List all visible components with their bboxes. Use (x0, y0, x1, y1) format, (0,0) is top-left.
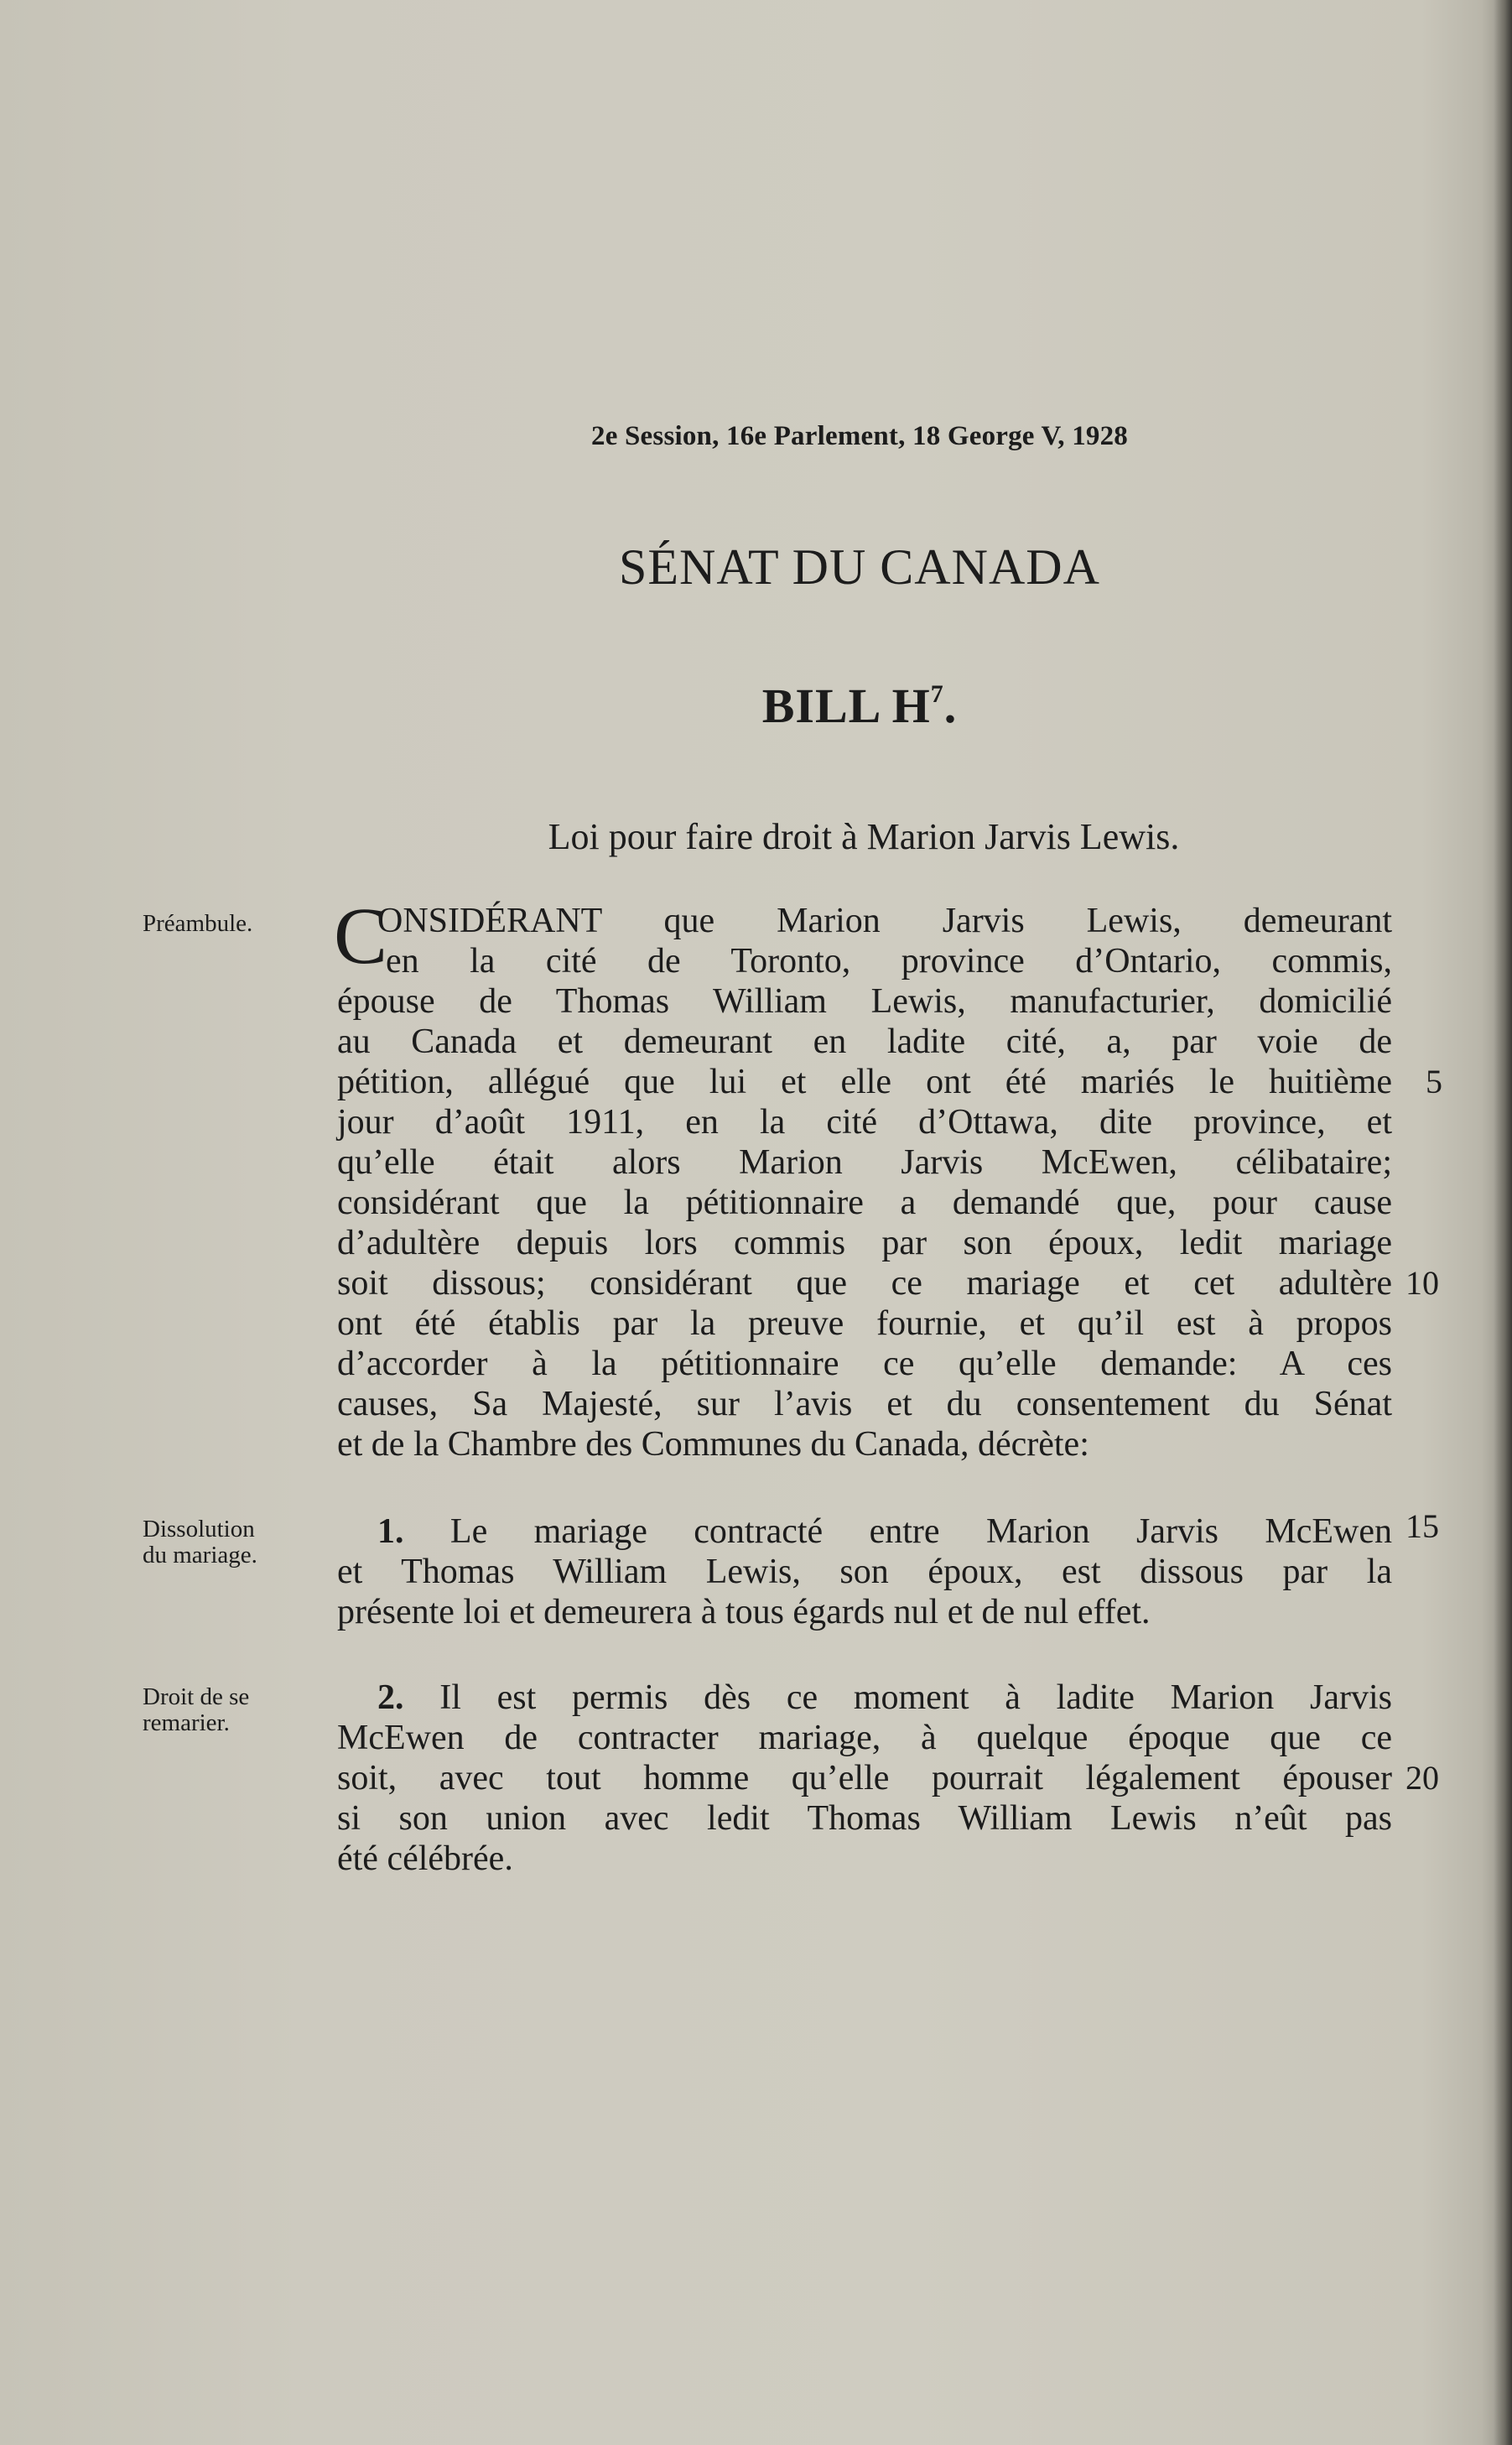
preamble-line: soit dissous; considérant que ce mariage et cet adultère (337, 1264, 1392, 1303)
session-header: 2e Session, 16e Parlement, 18 George V, 1928 (591, 421, 1128, 451)
bill-number (0, 678, 1512, 734)
bill-period: . (943, 679, 958, 733)
section2-first-text: Il est permis dès ce moment à ladite Marion Jarvis (439, 1678, 1393, 1717)
margin-note-remarry-line1: Droit de se (143, 1683, 250, 1710)
section2-line: soit, avec tout homme qu’elle pourrait légalement épouser (337, 1759, 1392, 1797)
section2-line: si son union avec ledit Thomas William Lewis n’eût pas (337, 1799, 1392, 1838)
margin-note-dissolution (143, 1516, 310, 1568)
bill-main: BILL H (761, 679, 931, 733)
bill-superscript: 7 (930, 680, 944, 708)
section2-number: 2. (377, 1678, 404, 1717)
preamble-line: d’accorder à la pétitionnaire ce qu’elle demande: A ces (337, 1345, 1392, 1383)
section1-line (377, 1511, 1392, 1552)
preamble-line: en la cité de Toronto, province d’Ontario, commis, (386, 942, 1392, 981)
section1-first-text: Le mariage contracté entre Marion Jarvis McEwen (449, 1512, 1393, 1551)
preamble-line: épouse de Thomas William Lewis, manufacturier, domicilié (337, 982, 1392, 1021)
line-number: 5 (1426, 1063, 1442, 1100)
preamble-line: jour d’août 1911, en la cité d’Ottawa, dite province, et (337, 1103, 1392, 1142)
section2-line (377, 1678, 1392, 1718)
margin-note-preamble (143, 911, 310, 937)
preamble-line: qu’elle était alors Marion Jarvis McEwen, célibataire; (337, 1143, 1392, 1182)
preamble-line: causes, Sa Majesté, sur l’avis et du consentement du Sénat (337, 1385, 1392, 1423)
margin-note-dissolution-line1: Dissolution (143, 1516, 255, 1542)
margin-note-preamble-text: Préambule. (143, 910, 253, 937)
section1-number: 1. (377, 1512, 404, 1551)
preamble-line: pétition, allégué que lui et elle ont été mariés le huitième (337, 1063, 1392, 1101)
margin-note-dissolution-line2: du mariage. (143, 1542, 257, 1568)
preamble-line: considérant que la pétitionnaire a demandé que, pour cause (337, 1183, 1392, 1222)
margin-note-remarry (143, 1684, 310, 1736)
section2-line: été célébrée. (337, 1839, 513, 1878)
preamble-line: au Canada et demeurant en ladite cité, a, par voie de (337, 1022, 1392, 1061)
margin-note-remarry-line2: remarier. (143, 1709, 230, 1736)
preamble-line: ONSIDÉRANT que Marion Jarvis Lewis, demeurant (377, 902, 1392, 940)
preamble-line: d’adultère depuis lors commis par son époux, ledit mariage (337, 1224, 1392, 1262)
line-number: 15 (1405, 1507, 1439, 1545)
line-number: 10 (1405, 1264, 1439, 1302)
section1-line: présente loi et demeurera à tous égards nul et de nul effet. (337, 1593, 1151, 1631)
line-number: 20 (1405, 1759, 1439, 1797)
preamble-line: ont été établis par la preuve fournie, et qu’il est à propos (337, 1304, 1392, 1343)
bill-title: Loi pour faire droit à Marion Jarvis Lewis. (548, 816, 1180, 857)
preamble-dropcap: C (334, 891, 388, 981)
section2-line: McEwen de contracter mariage, à quelque époque que ce (337, 1719, 1392, 1757)
chamber-title: SÉNAT DU CANADA (619, 539, 1100, 595)
preamble-line: et de la Chambre des Communes du Canada, décrète: (337, 1425, 1089, 1464)
section1-line: et Thomas William Lewis, son époux, est dissous par la (337, 1553, 1392, 1591)
page-edge-shadow (1494, 0, 1512, 2445)
